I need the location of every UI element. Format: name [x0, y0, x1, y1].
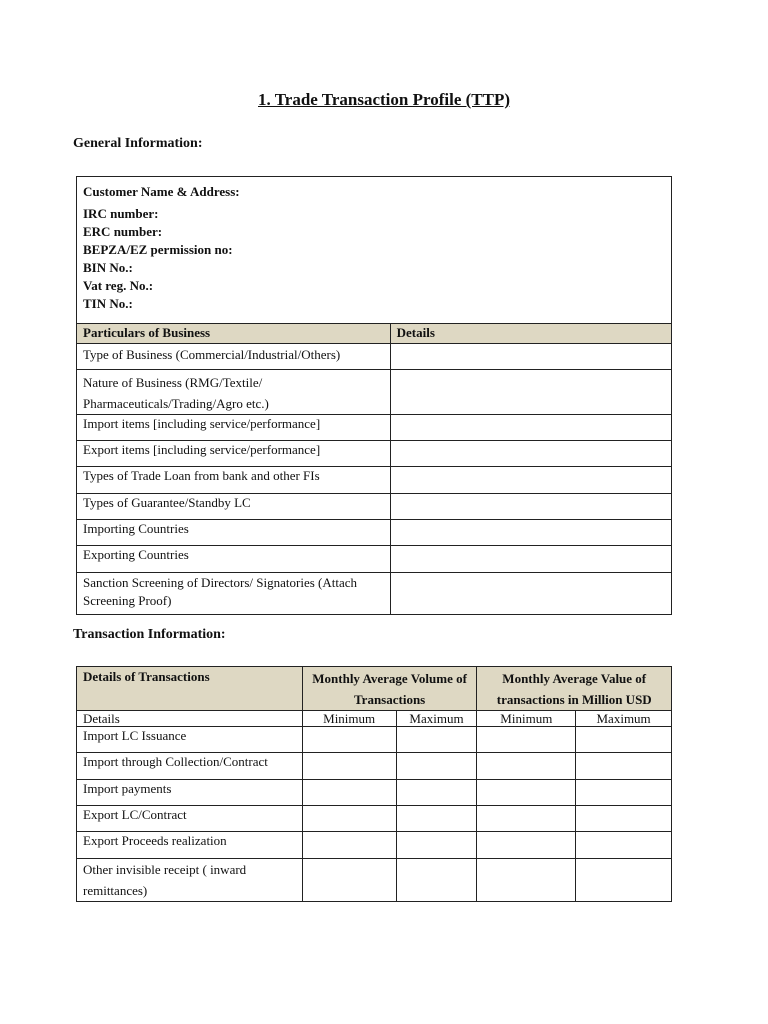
table-row — [77, 546, 672, 573]
detail-cell[interactable] — [390, 520, 671, 546]
particular-label: Export items [including service/performance] — [77, 441, 391, 467]
volume-min-cell[interactable] — [302, 859, 396, 902]
transaction-label: Other invisible receipt ( inward remittances) — [77, 859, 303, 902]
transaction-label: Import payments — [77, 780, 303, 806]
volume-min-cell[interactable] — [302, 832, 396, 859]
general-information-heading: General Information: — [73, 136, 203, 151]
detail-cell[interactable] — [390, 441, 671, 467]
details-header: Details — [390, 324, 671, 344]
value-minimum-header: Minimum — [477, 711, 576, 727]
erc-number-field: ERC number: — [83, 224, 163, 239]
volume-max-cell[interactable] — [396, 832, 477, 859]
bin-number-field: BIN No.: — [83, 260, 133, 275]
volume-maximum-header: Maximum — [396, 711, 477, 727]
table-row — [77, 415, 672, 441]
detail-cell[interactable] — [390, 494, 671, 520]
transaction-label: Import LC Issuance — [77, 727, 303, 753]
transaction-label: Export LC/Contract — [77, 806, 303, 832]
table-row — [77, 753, 672, 780]
volume-min-cell[interactable] — [302, 753, 396, 780]
table-row — [77, 832, 672, 859]
table-row — [77, 467, 672, 494]
customer-name-field: Customer Name & Address: — [83, 184, 240, 199]
general-information-table — [76, 176, 672, 615]
irc-number-field: IRC number: — [83, 206, 159, 221]
document-title: 1. Trade Transaction Profile (TTP) — [258, 90, 510, 109]
value-max-cell[interactable] — [576, 806, 672, 832]
detail-cell[interactable] — [390, 573, 671, 615]
volume-max-cell[interactable] — [396, 859, 477, 902]
sub-details-header: Details — [77, 711, 303, 727]
volume-min-cell[interactable] — [302, 780, 396, 806]
monthly-volume-header: Monthly Average Volume of Transactions — [302, 667, 477, 711]
particular-label: Exporting Countries — [77, 546, 391, 573]
detail-cell[interactable] — [390, 415, 671, 441]
table-row — [77, 520, 672, 546]
transaction-information-heading: Transaction Information: — [73, 627, 226, 642]
table-row — [77, 780, 672, 806]
value-min-cell[interactable] — [477, 753, 576, 780]
value-max-cell[interactable] — [576, 859, 672, 902]
detail-cell[interactable] — [390, 546, 671, 573]
table-row — [77, 573, 672, 615]
value-max-cell[interactable] — [576, 832, 672, 859]
table-row — [77, 370, 672, 415]
volume-max-cell[interactable] — [396, 780, 477, 806]
volume-min-cell[interactable] — [302, 806, 396, 832]
volume-minimum-header: Minimum — [302, 711, 396, 727]
particular-label: Importing Countries — [77, 520, 391, 546]
table-row — [77, 806, 672, 832]
transaction-information-table — [76, 666, 672, 902]
particular-label: Types of Trade Loan from bank and other FIs — [77, 467, 391, 494]
particular-label: Sanction Screening of Directors/ Signatories (Attach Screening Proof) — [77, 573, 391, 615]
table-row — [77, 727, 672, 753]
value-min-cell[interactable] — [477, 727, 576, 753]
value-max-cell[interactable] — [576, 753, 672, 780]
particular-label: Nature of Business (RMG/Textile/ Pharmaceuticals/Trading/Agro etc.) — [77, 370, 391, 415]
particular-label: Import items [including service/performance] — [77, 415, 391, 441]
tin-number-field: TIN No.: — [83, 296, 133, 311]
volume-max-cell[interactable] — [396, 753, 477, 780]
detail-cell[interactable] — [390, 467, 671, 494]
value-maximum-header: Maximum — [576, 711, 672, 727]
volume-min-cell[interactable] — [302, 727, 396, 753]
table-row — [77, 441, 672, 467]
particular-label: Types of Guarantee/Standby LC — [77, 494, 391, 520]
detail-cell[interactable] — [390, 370, 671, 415]
value-max-cell[interactable] — [576, 727, 672, 753]
details-of-transactions-header: Details of Transactions — [77, 667, 303, 711]
value-min-cell[interactable] — [477, 832, 576, 859]
value-min-cell[interactable] — [477, 780, 576, 806]
value-min-cell[interactable] — [477, 806, 576, 832]
customer-info-block — [77, 177, 672, 324]
vat-reg-field: Vat reg. No.: — [83, 278, 154, 293]
particulars-header: Particulars of Business — [77, 324, 391, 344]
volume-max-cell[interactable] — [396, 806, 477, 832]
volume-max-cell[interactable] — [396, 727, 477, 753]
value-min-cell[interactable] — [477, 859, 576, 902]
particular-label: Type of Business (Commercial/Industrial/Others) — [77, 344, 391, 370]
transaction-label: Export Proceeds realization — [77, 832, 303, 859]
bepza-permission-field: BEPZA/EZ permission no: — [83, 242, 233, 257]
monthly-value-header: Monthly Average Value of transactions in Million USD — [477, 667, 672, 711]
value-max-cell[interactable] — [576, 780, 672, 806]
detail-cell[interactable] — [390, 344, 671, 370]
table-row — [77, 494, 672, 520]
table-row — [77, 344, 672, 370]
transaction-label: Import through Collection/Contract — [77, 753, 303, 780]
table-row — [77, 859, 672, 902]
